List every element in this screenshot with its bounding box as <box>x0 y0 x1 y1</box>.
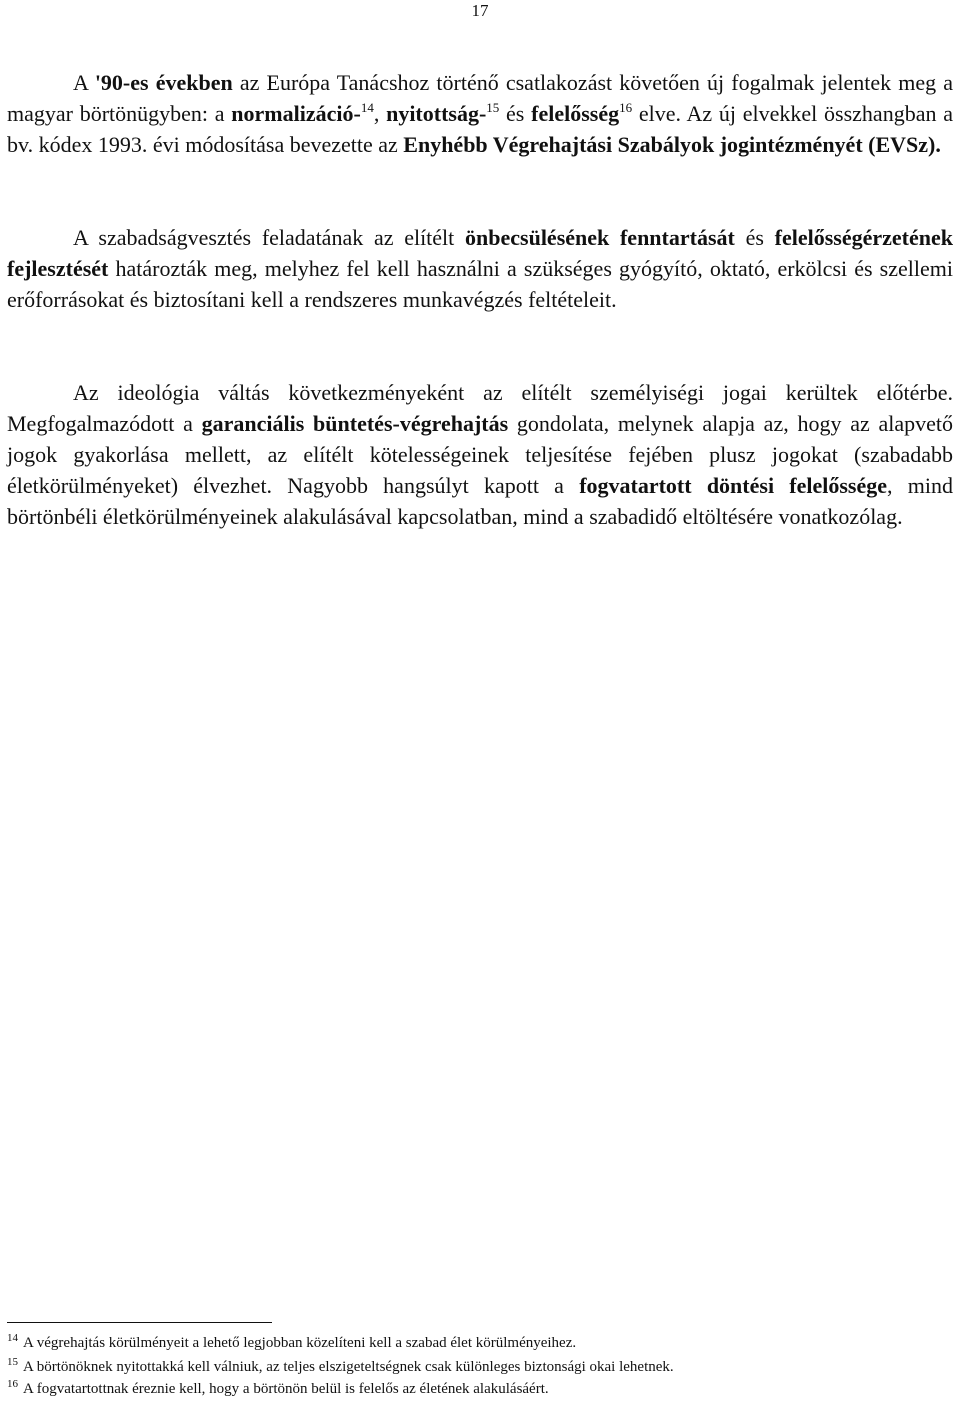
footnote-text: A fogvatartottnak éreznie kell, hogy a börtönön belül is felelős az életének alakulásáért. <box>23 1381 549 1397</box>
bold-text: önbecsülésének fenntartását <box>465 225 735 250</box>
bold-text: fogvatartott döntési felelőssége <box>579 473 888 498</box>
footnote-number: 16 <box>7 1378 18 1390</box>
bold-text: felelősségérzetének fejlesztését <box>7 225 953 281</box>
page-number: 17 <box>471 1 489 20</box>
footnote-ref-15[interactable]: 15 <box>486 100 500 115</box>
text: A <box>73 70 95 95</box>
paragraph-ideology <box>7 377 953 532</box>
footnote-ref-16[interactable]: 16 <box>619 100 633 115</box>
footnote-separator <box>7 1322 272 1323</box>
footnote-number: 14 <box>7 1332 18 1344</box>
footnote-text: A börtönöknek nyitottakká kell válniuk, az teljes elszigeteltségnek csak különleges biztonsági okai lehetnek. <box>23 1359 674 1375</box>
bold-text: garanciális büntetés-végrehajtás <box>201 411 509 436</box>
footnote-ref-14[interactable]: 14 <box>360 100 374 115</box>
bold-text: '90-es években <box>94 70 233 95</box>
footnote-15 <box>7 1358 953 1377</box>
paragraph-intro <box>7 67 953 160</box>
text: határozták meg, melyhez fel kell használni a szükséges gyógyító, oktató, erkölcsi és szellemi erőforrásokat és biztosítani kell a rendszeres munkavégzés feltételeit. <box>7 256 953 312</box>
footnote-number: 15 <box>7 1356 18 1368</box>
text: és <box>734 225 775 250</box>
bold-text: felelősség <box>531 101 620 126</box>
text: és <box>499 101 532 126</box>
text: , <box>373 101 387 126</box>
paragraph-purpose <box>7 222 953 315</box>
text: gondolata, melynek alapja az, hogy az alapvető jogok gyakorlása mellett, az elítélt kötelességeinek teljesítése fejében plusz jogokat (szabadabb életkörülményeket) élvezhet. Nagyobb hangsúlyt kapott a <box>7 411 953 498</box>
bold-text: Enyhébb Végrehajtási Szabályok jogintézményét (EVSz). <box>403 132 941 157</box>
bold-text: nyitottság- <box>386 101 487 126</box>
text: elve. Az új elvekkel összhangban a bv. kódex 1993. évi módosítása bevezette az <box>7 101 953 157</box>
text: az Európa Tanácshoz történő csatlakozást követően új fogalmak jelentek meg a magyar börtönügyben: a <box>7 70 954 126</box>
footnote-16 <box>7 1380 953 1399</box>
text: Az ideológia váltás következményeként az elítélt személyiségi jogai kerültek előtérbe. Megfogalmazódott a <box>7 380 953 436</box>
text: , mind börtönbéli életkörülményeinek alakulásával kapcsolatban, mind a szabadidő eltöltésére vonatkozólag. <box>7 473 953 529</box>
bold-text: normalizáció- <box>231 101 361 126</box>
text: A szabadságvesztés feladatának az elítélt <box>73 225 466 250</box>
footnote-text: A végrehajtás körülményeit a lehető legjobban közelíteni kell a szabad élet körülményeihez. <box>23 1335 577 1351</box>
footnote-14 <box>7 1334 953 1353</box>
